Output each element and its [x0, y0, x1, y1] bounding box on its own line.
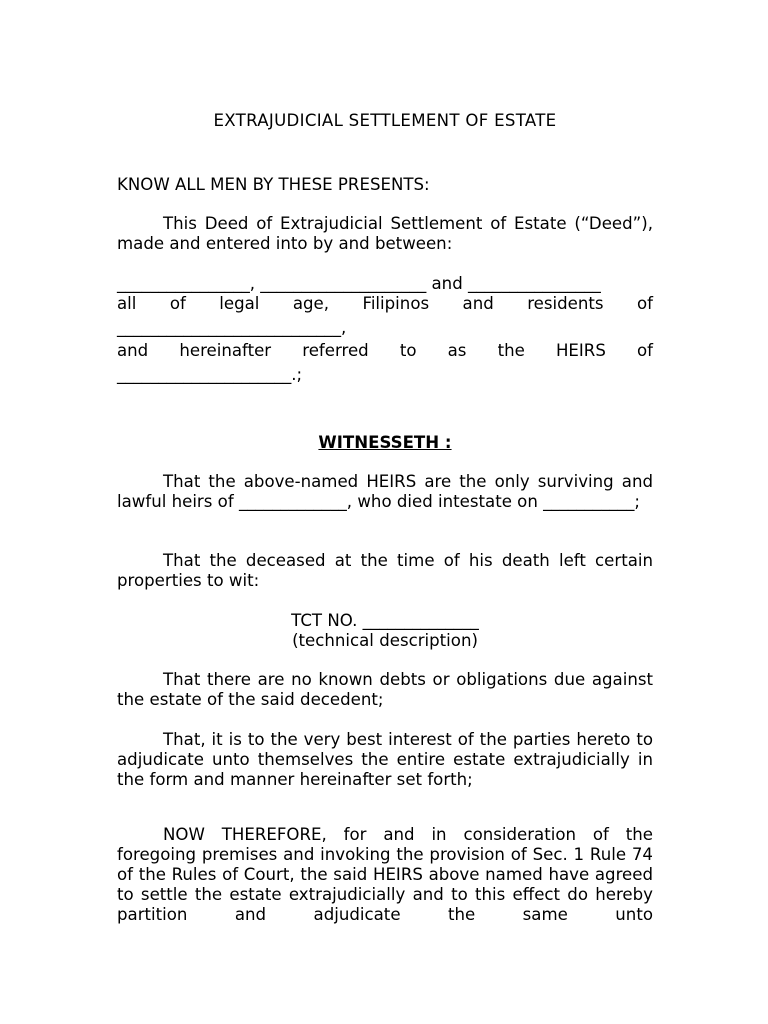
- document-title: EXTRAJUDICIAL SETTLEMENT OF ESTATE: [213, 111, 557, 130]
- intro-paragraph: This Deed of Extrajudicial Settlement of Estate (“Deed”), made and entered into by and between:: [117, 214, 653, 253]
- opening-line: KNOW ALL MEN BY THESE PRESENTS:: [117, 175, 430, 194]
- properties-paragraph: That the deceased at the time of his death left certain properties to wit:: [117, 551, 653, 590]
- parties-names-line: ________________, ____________________ and ________________: [117, 274, 601, 293]
- tct-number-line: TCT NO. ______________: [291, 611, 479, 630]
- now-therefore-rest: , for and in consideration of the foregoing premises and invoking the provision of Sec. 1 Rule 74 of the Rules of Court, the said HEIRS above named have agreed to settle the estate extrajudicially and to this effect do hereby partition and adjudicate the same unto: [117, 825, 653, 924]
- heirs-paragraph: That the above-named HEIRS are the only surviving and lawful heirs of _____________, who died intestate on ___________;: [117, 472, 653, 511]
- witnesseth-heading: WITNESSETH :: [318, 433, 452, 452]
- now-therefore-lead: NOW THEREFORE: [163, 825, 322, 844]
- debts-paragraph: That there are no known debts or obligations due against the estate of the said decedent;: [117, 670, 653, 709]
- parties-decedent-line: _____________________.;: [117, 365, 303, 384]
- interest-paragraph: That, it is to the very best interest of the parties hereto to adjudicate unto themselves the entire estate extrajudicially in the form and manner hereinafter set forth;: [117, 730, 653, 789]
- parties-residence-line: ___________________________,: [117, 318, 347, 337]
- tct-description-line: (technical description): [292, 631, 478, 650]
- now-therefore-paragraph: [117, 825, 653, 925]
- parties-block: [117, 274, 653, 385]
- tct-block: [117, 611, 653, 651]
- parties-legal-age-line: all of legal age, Filipinos and residents of: [117, 294, 653, 313]
- parties-heirs-line: and hereinafter referred to as the HEIRS of: [117, 341, 653, 360]
